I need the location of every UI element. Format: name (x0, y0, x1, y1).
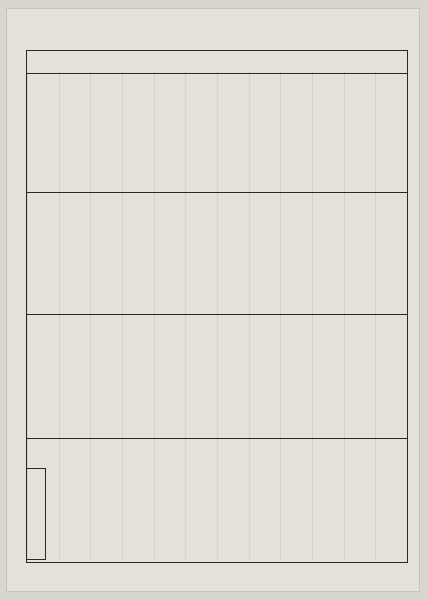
price-column (312, 314, 344, 438)
price-column (154, 438, 186, 562)
price-column (154, 192, 186, 314)
price-column (312, 438, 344, 562)
price-column (122, 438, 154, 562)
price-list-grid (26, 72, 408, 563)
price-column (122, 192, 154, 314)
price-column (59, 72, 91, 192)
price-column (90, 438, 122, 562)
price-column (90, 192, 122, 314)
price-column (59, 314, 91, 438)
price-column (122, 72, 154, 192)
price-column (280, 314, 312, 438)
price-column (185, 314, 217, 438)
price-column (344, 438, 376, 562)
price-list-header (26, 50, 408, 74)
price-column (154, 72, 186, 192)
price-column (375, 314, 407, 438)
price-column (344, 314, 376, 438)
price-stamp-box (26, 468, 46, 560)
price-column (280, 192, 312, 314)
price-column (312, 72, 344, 192)
price-column (375, 72, 407, 192)
price-column (344, 192, 376, 314)
price-column (280, 72, 312, 192)
price-column (59, 438, 91, 562)
price-column (375, 438, 407, 562)
price-column (280, 438, 312, 562)
price-column (217, 192, 249, 314)
price-column (249, 314, 281, 438)
price-column (27, 72, 59, 192)
price-column (217, 72, 249, 192)
price-column (344, 72, 376, 192)
price-list-sheet (6, 8, 420, 592)
price-column (27, 314, 59, 438)
price-column (312, 192, 344, 314)
price-band-1 (27, 72, 407, 193)
price-column (185, 72, 217, 192)
page-footer (26, 568, 406, 582)
price-column (59, 192, 91, 314)
price-column (375, 192, 407, 314)
price-column (122, 314, 154, 438)
price-band-4 (27, 438, 407, 562)
price-column (90, 314, 122, 438)
price-band-3 (27, 314, 407, 439)
price-column (217, 438, 249, 562)
price-band-2 (27, 192, 407, 315)
price-column (185, 192, 217, 314)
price-column (249, 192, 281, 314)
price-column (185, 438, 217, 562)
price-column (217, 314, 249, 438)
price-column (249, 438, 281, 562)
price-column (249, 72, 281, 192)
price-column (154, 314, 186, 438)
price-column (90, 72, 122, 192)
price-column (27, 192, 59, 314)
